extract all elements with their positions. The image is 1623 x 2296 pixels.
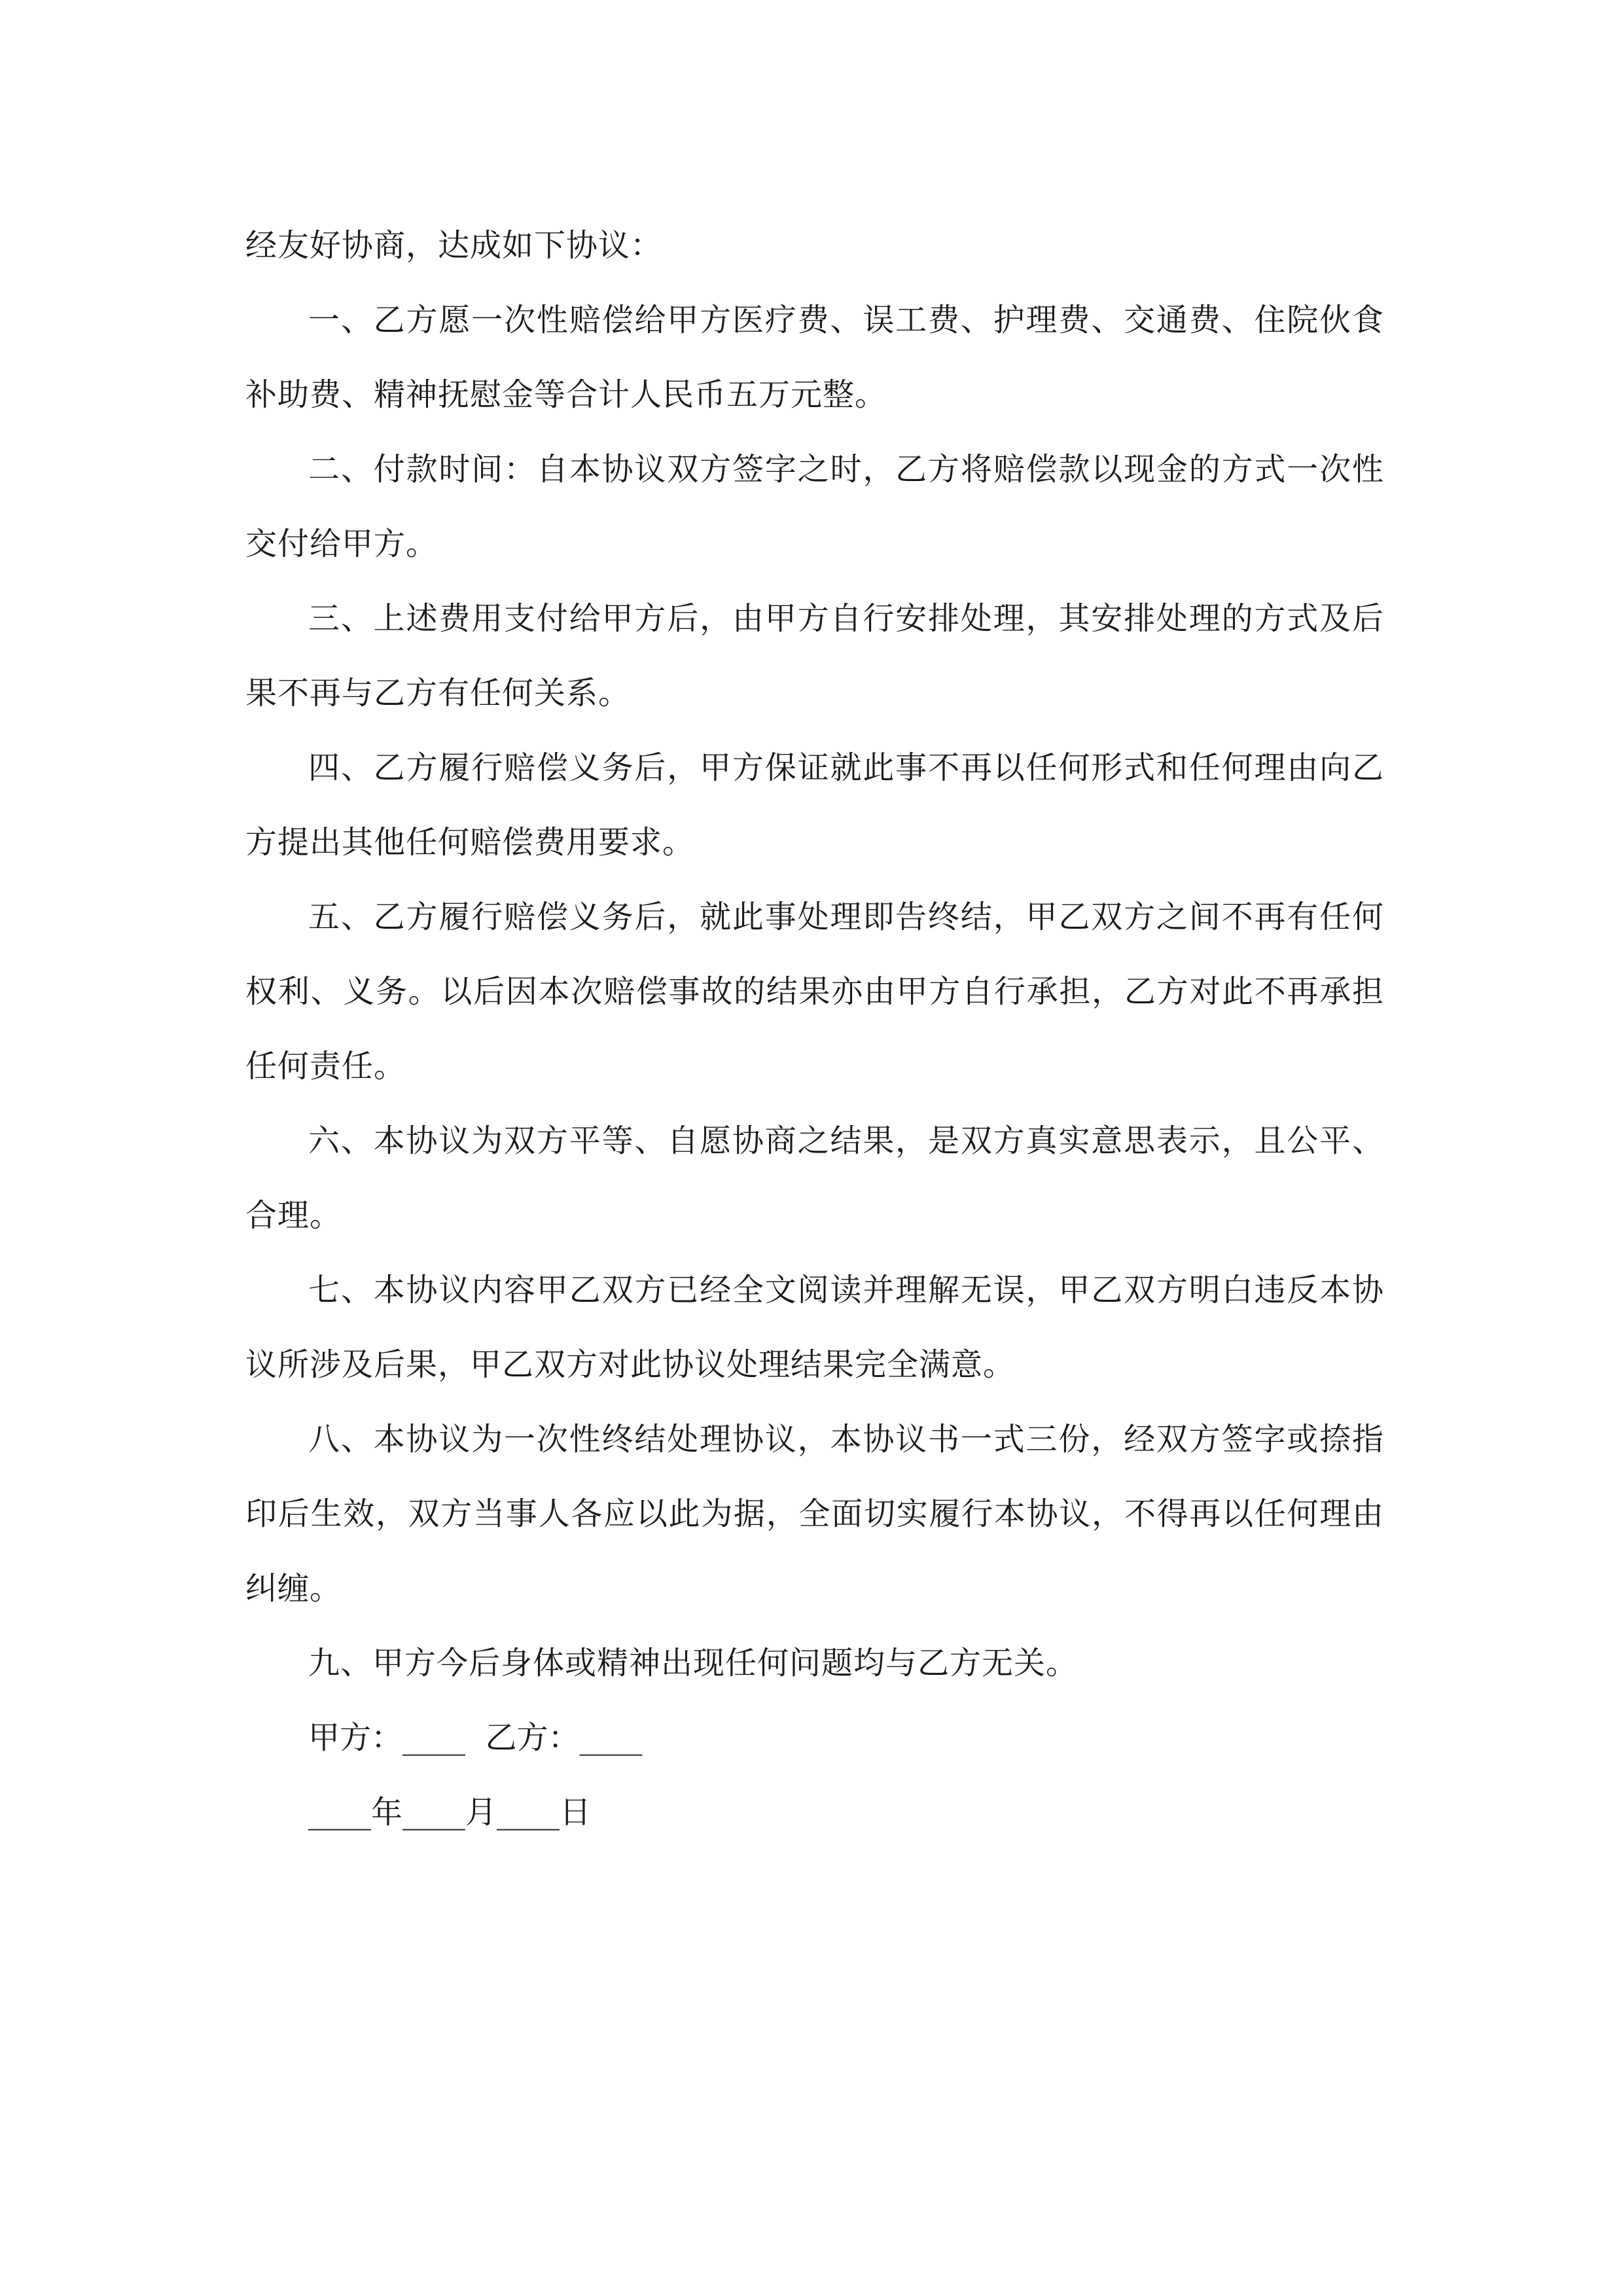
clause-8: 八、本协议为一次性终结处理协议，本协议书一式三份，经双方签字或捺指印后生效，双方当事人各应以此为据，全面切实履行本协议，不得再以任何理由纠缠。 [245, 1421, 1384, 1607]
signature-line: 甲方：____ 乙方：____ [308, 1719, 643, 1756]
clause-7: 七、本协议内容甲乙双方已经全文阅读并理解无误，甲乙双方明白违反本协议所涉及后果，甲乙双方对此协议处理结果完全满意。 [245, 1272, 1384, 1383]
clause-3: 三、上述费用支付给甲方后，由甲方自行安排处理，其安排处理的方式及后果不再与乙方有任何关系。 [245, 600, 1384, 711]
clause-6: 六、本协议为双方平等、自愿协商之结果，是双方真实意思表示，且公平、合理。 [245, 1122, 1384, 1234]
clause-9: 九、甲方今后身体或精神出现任何问题均与乙方无关。 [308, 1645, 1079, 1681]
clause-5: 五、乙方履行赔偿义务后，就此事处理即告终结，甲乙双方之间不再有任何权利、义务。以后因本次赔偿事故的结果亦由甲方自行承担，乙方对此不再承担任何责任。 [245, 899, 1384, 1085]
opening-paragraph: 经友好协商，达成如下协议： [245, 227, 663, 264]
clause-4: 四、乙方履行赔偿义务后，甲方保证就此事不再以任何形式和任何理由向乙方提出其他任何赔偿费用要求。 [245, 749, 1384, 861]
clause-1: 一、乙方愿一次性赔偿给甲方医疗费、误工费、护理费、交通费、住院伙食补助费、精神抚慰金等合计人民币五万元整。 [245, 302, 1384, 413]
clause-2: 二、付款时间：自本协议双方签字之时，乙方将赔偿款以现金的方式一次性交付给甲方。 [245, 451, 1384, 562]
agreement-body [245, 208, 1384, 1850]
date-line: ____年____月____日 [308, 1794, 592, 1831]
